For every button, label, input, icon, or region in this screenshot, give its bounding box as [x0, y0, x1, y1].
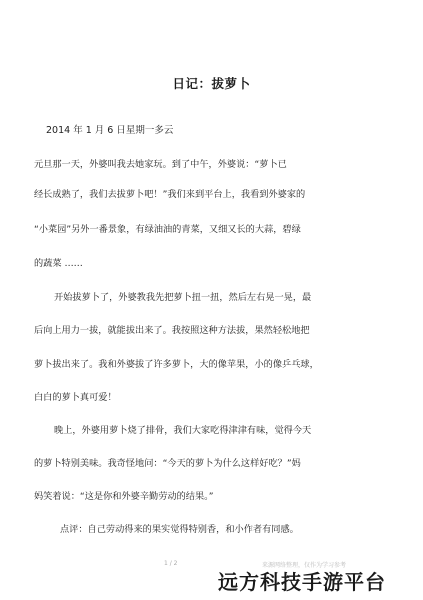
paragraph-line: 妈笑着说：“这是你和外婆辛勤劳动的结果。”	[34, 491, 214, 502]
paragraph-line: 元旦那一天，外婆叫我去她家玩。到了中午，外婆说：“萝卜已	[34, 159, 287, 170]
paragraph-line: 后向上用力一拔，就能拔出来了。我按照这种方法拔，果然轻松地把	[34, 325, 310, 336]
diary-date: 2014 年 1 月 6 日星期一多云	[46, 125, 174, 136]
page-number: 1 / 2	[164, 560, 178, 567]
paragraph-line: 的蔬菜 ……	[34, 258, 83, 269]
paragraph-line: “小菜园”另外一番景象，有绿油油的青菜，又细又长的大蒜，碧绿	[34, 224, 301, 235]
paragraph-line: 晚上，外婆用萝卜烧了排骨，我们大家吃得津津有味，觉得今天	[54, 425, 312, 436]
paragraph-line: 经长成熟了，我们去拔萝卜吧！”我们来到平台上，我看到外婆家的	[34, 189, 306, 200]
comment-line: 点评：自己劳动得来的果实觉得特别香，和小作者有同感。	[60, 524, 299, 535]
paragraph-line: 萝卜拔出来了。我和外婆拔了许多萝卜，大的像苹果，小的像乒乓球，	[34, 359, 319, 370]
footer-note: 来源网络整理，仅作为学习参考	[262, 562, 347, 569]
watermark-logo: 远方科技手游平台	[218, 570, 386, 594]
paragraph-line: 的萝卜特别美味。我奇怪地问：“今天的萝卜为什么这样好吃？”妈	[34, 458, 301, 469]
document-title: 日记：拔萝卜	[172, 76, 251, 91]
paragraph-line: 白白的萝卜真可爱！	[34, 392, 117, 403]
paragraph-line: 开始拔萝卜了，外婆教我先把萝卜扭一扭，然后左右晃一晃，最	[54, 292, 312, 303]
